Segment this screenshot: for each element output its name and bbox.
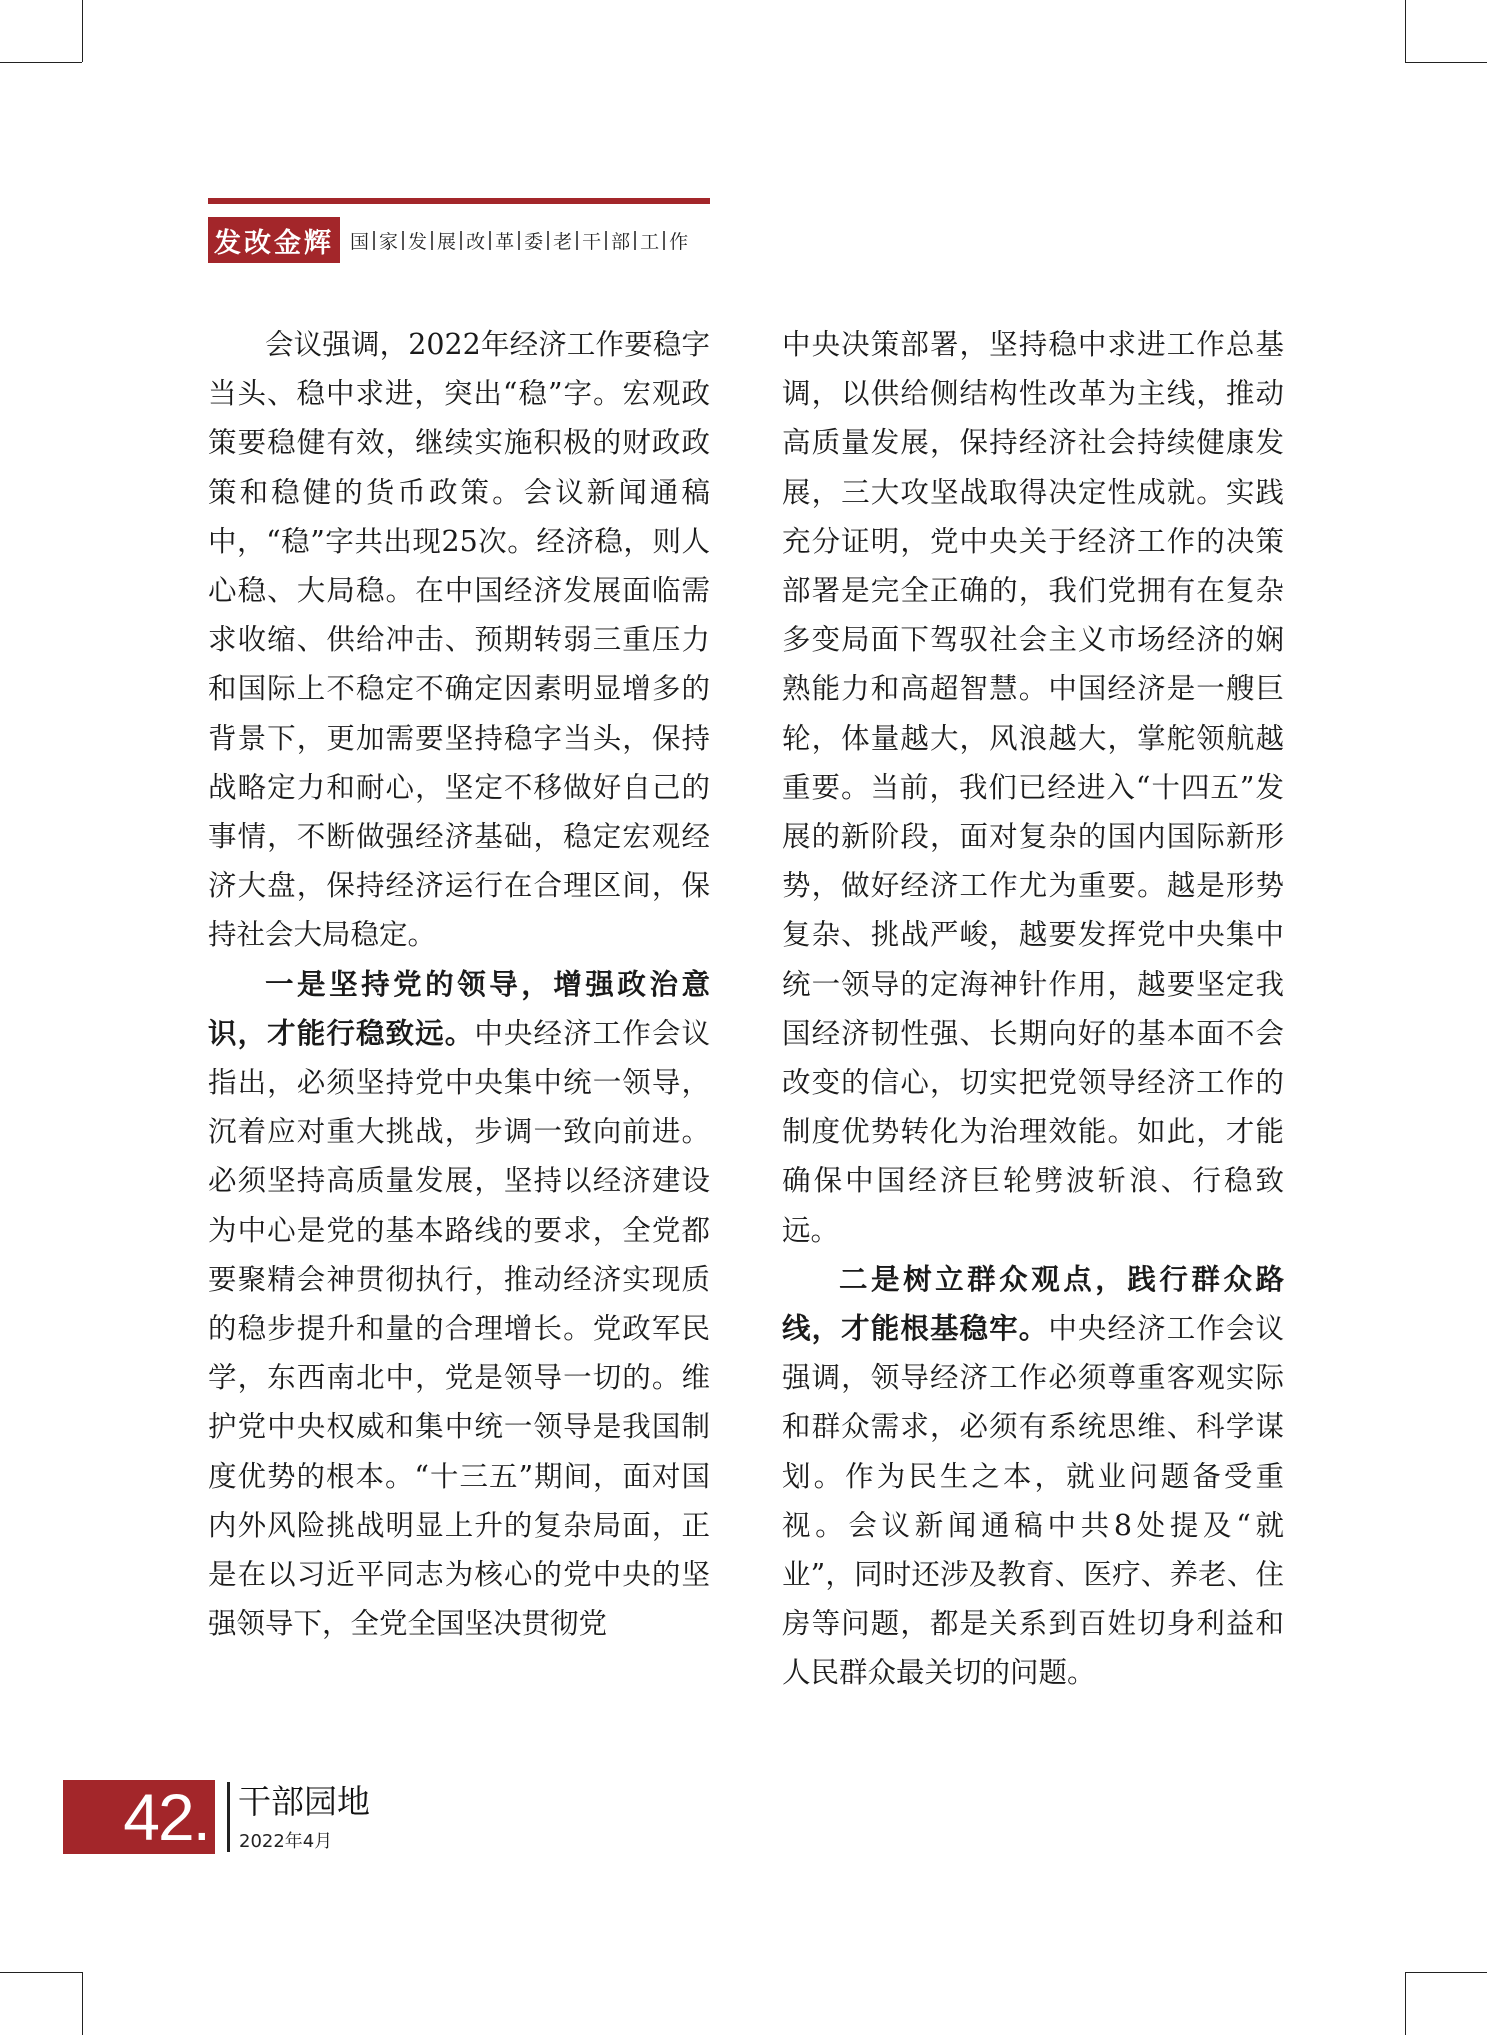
crop-mark (82, 1972, 83, 2035)
section-label-char: 展 (437, 230, 457, 253)
section-label-separator (431, 231, 433, 250)
paragraph: 会议强调，2022年经济工作要稳字当头、稳中求进，突出“稳”字。宏观政策要稳健有效，继续实施积极的财政政策和稳健的货币政策。会议新闻通稿中，“稳”字共出现25次。经济稳，则人心稳、大局稳。在中国经济发展面临需求收缩、供给冲击、预期转弱三重压力和国际上不稳定不确定因素明显增多的背景下，更加需要坚持稳字当头，保持战略定力和耐心，坚定不移做好自己的事情，不断做强经济基础，稳定宏观经济大盘，保持经济运行在合理区间，保持社会大局稳定。 (208, 328, 710, 952)
crop-mark (82, 0, 83, 62)
section-label-separator (460, 231, 462, 250)
section-label-char: 干 (582, 230, 602, 253)
article-column-right (782, 320, 1284, 1698)
section-label-separator (663, 231, 665, 250)
section-label-char: 作 (669, 230, 689, 253)
paragraph-body: 中央经济工作会议强调，领导经济工作必须尊重客观实际和群众需求，必须有系统思维、科学谋划。作为民生之本，就业问题备受重视。会议新闻通稿中共8处提及“就业”，同时还涉及教育、医疗、养老、住房等问题，都是关系到百姓切身利益和人民群众最关切的问题。 (782, 1312, 1284, 1690)
section-label (350, 217, 688, 263)
page-number: 42. (63, 1780, 215, 1854)
column-title: 发改金辉 (208, 217, 340, 263)
section-label-char: 发 (408, 230, 428, 253)
lead-heading: 一是坚持党的领导，增强政治意识，才能行稳致远。 (208, 966, 710, 1050)
section-label-separator (547, 231, 549, 250)
header-rule (208, 198, 710, 204)
section-label-separator (373, 231, 375, 250)
footer-divider (227, 1782, 230, 1852)
section-label-separator (402, 231, 404, 250)
crop-mark (0, 62, 82, 63)
section-label-char: 老 (553, 230, 573, 253)
crop-mark (1405, 1972, 1487, 1973)
issue-date: 2022年4月 (239, 1831, 333, 1852)
section-label-separator (576, 231, 578, 250)
paragraph: 中央决策部署，坚持稳中求进工作总基调，以供给侧结构性改革为主线，推动高质量发展，保持经济社会持续健康发展，三大攻坚战取得决定性成就。实践充分证明，党中央关于经济工作的决策部署是完全正确的，我们党拥有在复杂多变局面下驾驭社会主义市场经济的娴熟能力和高超智慧。中国经济是一艘巨轮，体量越大，风浪越大，掌舵领航越重要。当前，我们已经进入“十四五”发展的新阶段，面对复杂的国内国际新形势，做好经济工作尤为重要。越是形势复杂、挑战严峻，越要发挥党中央集中统一领导的定海神针作用，越要坚定我国经济韧性强、长期向好的基本面不会改变的信心，切实把党领导经济工作的制度优势转化为治理效能。如此，才能确保中国经济巨轮劈波斩浪、行稳致远。 (782, 328, 1284, 1247)
section-label-char: 部 (611, 230, 631, 253)
crop-mark (0, 1972, 82, 1973)
lead-heading: 二是树立群众观点，践行群众路线，才能根基稳牢。 (782, 1261, 1284, 1346)
article-column-left (208, 320, 710, 1648)
magazine-title: 干部园地 (238, 1782, 370, 1821)
section-label-char: 工 (640, 230, 660, 253)
paragraph (782, 1255, 1284, 1698)
section-label-char: 革 (495, 230, 515, 253)
crop-mark (1405, 62, 1487, 63)
section-label-separator (489, 231, 491, 250)
paragraph-body: 中央经济工作会议指出，必须坚持党中央集中统一领导，沉着应对重大挑战，步调一致向前进。必须坚持高质量发展，坚持以经济建设为中心是党的基本路线的要求，全党都要聚精会神贯彻执行，推动经济实现质的稳步提升和量的合理增长。党政军民学，东西南北中，党是领导一切的。维护党中央权威和集中统一领导是我国制度优势的根本。“十三五”期间，面对国内外风险挑战明显上升的复杂局面，正是在以习近平同志为核心的党中央的坚强领导下，全党全国坚决贯彻党 (208, 1016, 710, 1641)
section-label-char: 家 (379, 230, 399, 253)
section-label-separator (634, 231, 636, 250)
crop-mark (1405, 0, 1406, 62)
section-label-char: 改 (466, 230, 486, 253)
crop-mark (1405, 1972, 1406, 2035)
section-label-char: 委 (524, 230, 544, 253)
section-label-separator (605, 231, 607, 250)
section-label-separator (518, 231, 520, 250)
section-label-char: 国 (350, 230, 370, 253)
paragraph (208, 960, 710, 1649)
